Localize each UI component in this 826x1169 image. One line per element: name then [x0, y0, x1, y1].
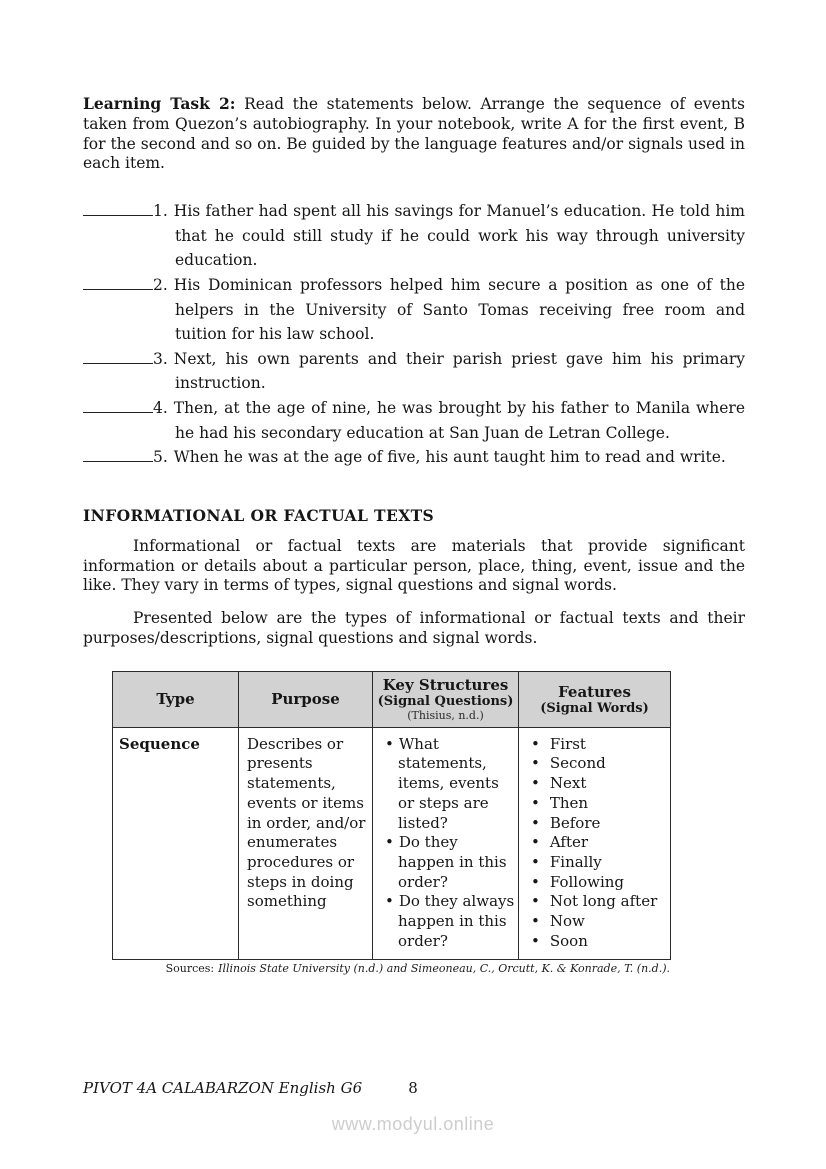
signal-word-text: Then [549, 793, 589, 812]
section-paragraph-1: Informational or factual texts are materials that provide significant information or details about a particular person, place, thing, event, issue and the like. They vary in terms of types, signal questions and signal words. [83, 536, 745, 595]
signal-word-item [531, 892, 668, 912]
item-number: 5. [153, 448, 168, 467]
signal-word-item [531, 774, 668, 794]
page-footer [0, 1079, 826, 1101]
cell-key-structures [373, 727, 519, 960]
header-title: Purpose [271, 690, 340, 709]
learning-task-label: Learning Task 2: [83, 94, 236, 113]
table-sources [112, 962, 670, 976]
page-content [83, 94, 745, 976]
bullet-icon [385, 892, 394, 910]
bullet-icon [531, 774, 540, 792]
sequence-item [83, 273, 745, 347]
signal-question-text: Do they always happen in this order? [398, 892, 515, 950]
signal-word-text: After [549, 833, 589, 852]
header-title: Features [558, 682, 631, 701]
info-texts-table [112, 671, 671, 961]
cell-type: Sequence [113, 727, 239, 960]
signal-word-text: Now [549, 912, 585, 931]
learning-task-intro [83, 94, 745, 174]
table-header-cell [113, 671, 239, 727]
item-text: Next, his own parents and their parish priest gave him his primary instruction. [173, 349, 745, 393]
bullet-icon [531, 932, 540, 950]
cell-purpose: Describes or presents statements, events or items in order, and/or enumerates procedures or steps in doing something [239, 727, 373, 960]
signal-word-text: Before [549, 813, 601, 832]
signal-word-text: Second [549, 754, 606, 773]
section-paragraph-2: Presented below are the types of informational or factual texts and their purposes/descriptions, signal questions and signal words. [83, 609, 745, 647]
sequence-item [83, 347, 745, 396]
signal-word-text: Next [549, 774, 587, 793]
bullet-icon [531, 873, 540, 891]
signal-question-text: What statements, items, events or steps are listed? [398, 734, 499, 832]
item-number: 1. [153, 202, 168, 221]
signal-word-item [531, 814, 668, 834]
signal-question-text: Do they happen in this order? [398, 833, 507, 891]
bullet-icon [531, 814, 540, 832]
footer-page-number: 8 [408, 1079, 418, 1097]
signal-question-item [385, 892, 516, 951]
item-text: His father had spent all his savings for Manuel’s education. He told him that he could still study if he could work his way through university education. [173, 202, 745, 270]
bullet-icon [385, 735, 394, 753]
learning-task-text: Read the statements below. Arrange the sequence of events taken from Quezon’s autobiography. In your notebook, write A for the first event, B for the second and so on. Be guided by the language features and/or signals used in each item. [83, 95, 745, 173]
signal-word-item [531, 754, 668, 774]
signal-question-item [385, 735, 516, 834]
header-subtitle: (Signal Questions) [377, 694, 514, 710]
signal-word-text: Finally [549, 852, 602, 871]
item-number: 4. [153, 398, 168, 417]
header-title: Key Structures [382, 676, 509, 695]
sources-text: Illinois State University (n.d.) and Simeoneau, C., Orcutt, K. & Konrade, T. (n.d.). [218, 962, 670, 976]
bullet-icon [385, 833, 394, 851]
answer-blank [83, 363, 153, 364]
item-text: His Dominican professors helped him secure a position as one of the helpers in the University of Santo Tomas receiving free room and tuition for his law school. [173, 275, 745, 344]
signal-word-item [531, 833, 668, 853]
table-row [113, 727, 671, 960]
sources-label: Sources: [165, 962, 215, 976]
bullet-icon [531, 833, 540, 851]
item-text: Then, at the age of nine, he was brought by his father to Manila where he had his secondary education at San Juan de Letran College. [173, 398, 745, 442]
watermark-text: www.modyul.online [331, 1114, 495, 1134]
signal-words-list [531, 735, 668, 952]
header-citation: (Thisius, n.d.) [407, 709, 484, 723]
answer-blank [83, 215, 153, 216]
bullet-icon [531, 912, 540, 930]
bullet-icon [531, 892, 540, 910]
signal-word-item [531, 932, 668, 952]
sequence-item [83, 445, 745, 470]
signal-word-item [531, 912, 668, 932]
table-header-cell [239, 671, 373, 727]
signal-word-item [531, 853, 668, 873]
item-text: When he was at the age of five, his aunt taught him to read and write. [173, 448, 726, 467]
signal-word-item [531, 735, 668, 755]
item-number: 3. [153, 349, 168, 368]
signal-questions-list [385, 735, 516, 952]
bullet-icon [531, 794, 540, 812]
item-number: 2. [153, 275, 168, 294]
header-title: Type [156, 690, 195, 709]
signal-word-text: Soon [549, 931, 588, 950]
answer-blank [83, 289, 153, 290]
sequence-item [83, 396, 745, 445]
bullet-icon [531, 754, 540, 772]
signal-word-item [531, 873, 668, 893]
table-header-cell [519, 671, 671, 727]
signal-word-text: Following [549, 872, 625, 891]
answer-blank [83, 461, 153, 462]
answer-blank [83, 412, 153, 413]
header-subtitle: (Signal Words) [540, 700, 649, 716]
section-heading: INFORMATIONAL OR FACTUAL TEXTS [83, 505, 435, 525]
table-header-cell [373, 671, 519, 727]
sequence-list [83, 199, 745, 470]
cell-features [519, 727, 671, 960]
signal-word-text: First [549, 734, 586, 753]
bullet-icon [531, 853, 540, 871]
table-header-row [113, 671, 671, 727]
bullet-icon [531, 735, 540, 753]
sequence-item [83, 199, 745, 273]
footer-book-title: PIVOT 4A CALABARZON English G6 [83, 1079, 363, 1097]
signal-word-item [531, 794, 668, 814]
signal-question-item [385, 833, 516, 892]
signal-word-text: Not long after [549, 892, 658, 911]
